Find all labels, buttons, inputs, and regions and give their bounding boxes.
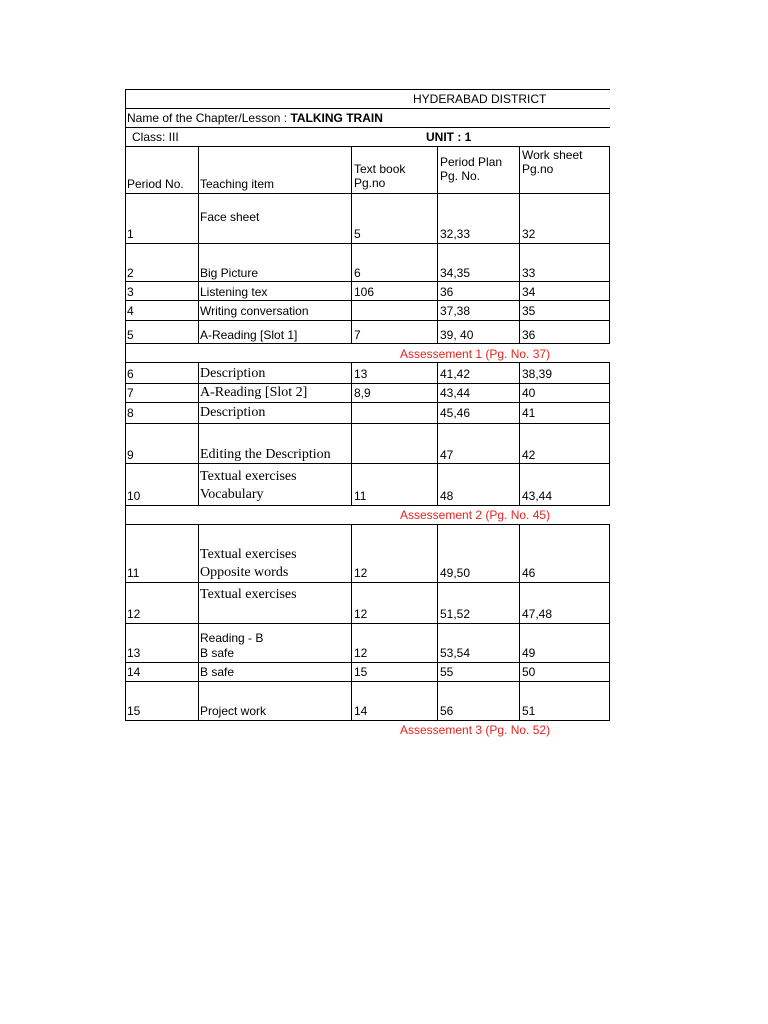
col-text-book-pg: Pg.no	[354, 176, 386, 190]
col-teaching-item: Teaching item	[200, 177, 275, 191]
text-book-pg: 15	[354, 665, 368, 679]
grid-line	[519, 362, 520, 506]
period-plan-pg: 51,52	[440, 607, 471, 621]
period-plan-pg: 48	[440, 489, 454, 503]
assessment-note: Assessement 3 (Pg. No. 52)	[400, 723, 551, 737]
grid-line	[609, 362, 610, 506]
text-book-pg: 14	[354, 704, 368, 718]
period-no: 6	[127, 367, 134, 381]
col-text-book: Text book	[354, 162, 406, 176]
work-sheet-pg: 49	[522, 646, 536, 660]
work-sheet-pg: 42	[522, 448, 536, 462]
work-sheet-pg: 35	[522, 304, 536, 318]
period-no: 5	[127, 328, 134, 342]
period-plan-pg: 34,35	[440, 266, 471, 280]
grid-line	[437, 362, 438, 506]
period-no: 3	[127, 285, 134, 299]
grid-line	[351, 146, 352, 344]
text-book-pg: 13	[354, 367, 368, 381]
grid-line	[125, 127, 610, 128]
teaching-item: Writing conversation	[200, 304, 309, 318]
teaching-item: A-Reading [Slot 1]	[200, 328, 298, 342]
period-plan-pg: 39, 40	[440, 328, 474, 342]
grid-line	[125, 89, 126, 721]
text-book-pg: 12	[354, 607, 368, 621]
grid-line	[437, 524, 438, 721]
text-book-pg: 6	[354, 266, 361, 280]
assessment-note: Assessement 2 (Pg. No. 45)	[400, 508, 551, 522]
period-no: 15	[127, 704, 141, 718]
text-book-pg: 5	[354, 227, 361, 241]
teaching-item-sub: B safe	[200, 646, 235, 660]
period-no: 9	[127, 448, 134, 462]
work-sheet-pg: 51	[522, 704, 536, 718]
period-plan-pg: 55	[440, 665, 454, 679]
teaching-item: Textual exercises	[200, 587, 297, 602]
col-work-sheet: Work sheet	[522, 148, 583, 162]
grid-line	[609, 524, 610, 721]
grid-line	[351, 524, 352, 721]
grid-line	[519, 524, 520, 721]
teaching-item: Textual exercises	[200, 469, 297, 484]
teaching-item: Textual exercises	[200, 547, 297, 562]
teaching-item: Reading - B	[200, 631, 264, 645]
period-plan-pg: 37,38	[440, 304, 471, 318]
period-no: 13	[127, 646, 141, 660]
period-no: 1	[127, 227, 134, 241]
teaching-item-sub: Vocabulary	[200, 487, 264, 502]
period-no: 7	[127, 386, 134, 400]
work-sheet-pg: 40	[522, 386, 536, 400]
grid-line	[198, 524, 199, 721]
work-sheet-pg: 46	[522, 566, 536, 580]
work-sheet-pg: 32	[522, 227, 536, 241]
period-no: 2	[127, 266, 134, 280]
grid-line	[609, 146, 610, 344]
work-sheet-pg: 41	[522, 406, 536, 420]
grid-line	[125, 89, 610, 90]
period-plan-pg: 36	[440, 285, 454, 299]
grid-line	[198, 362, 199, 506]
work-sheet-pg: 43,44	[522, 489, 553, 503]
teaching-item: Project work	[200, 704, 267, 718]
text-book-pg: 106	[354, 285, 375, 299]
period-plan-pg: 45,46	[440, 406, 471, 420]
period-no: 14	[127, 665, 141, 679]
work-sheet-pg: 38,39	[522, 367, 553, 381]
period-plan-pg: 41,42	[440, 367, 471, 381]
period-no: 10	[127, 489, 141, 503]
col-period-plan: Period Plan	[440, 155, 503, 169]
period-no: 12	[127, 607, 141, 621]
text-book-pg: 12	[354, 646, 368, 660]
assessment-note: Assessement 1 (Pg. No. 37)	[400, 347, 551, 361]
unit-label: UNIT : 1	[426, 130, 472, 144]
period-no: 4	[127, 304, 134, 318]
teaching-item: Description	[200, 405, 266, 420]
period-plan-pg: 43,44	[440, 386, 471, 400]
text-book-pg: 11	[354, 489, 367, 503]
chapter-line	[127, 111, 383, 125]
work-sheet-pg: 50	[522, 665, 536, 679]
text-book-pg: 7	[354, 328, 361, 342]
teaching-item: B safe	[200, 665, 235, 679]
grid-line	[437, 146, 438, 344]
chapter-label: Name of the Chapter/Lesson :	[127, 111, 291, 125]
period-plan-pg: 32,33	[440, 227, 471, 241]
teaching-item: Editing the Description	[200, 447, 331, 462]
period-no: 11	[127, 566, 140, 580]
teaching-item: Listening tex	[200, 285, 268, 299]
teaching-item: A-Reading [Slot 2]	[200, 385, 308, 400]
period-plan-pg: 47	[440, 448, 454, 462]
period-plan-pg: 56	[440, 704, 454, 718]
teaching-item: Face sheet	[200, 210, 260, 224]
teaching-item-sub: Opposite words	[200, 565, 289, 580]
period-plan-pg: 49,50	[440, 566, 471, 580]
class-label: Class: III	[132, 130, 179, 144]
grid-line	[519, 146, 520, 344]
chapter-name: TALKING TRAIN	[290, 111, 383, 125]
work-sheet-pg: 33	[522, 266, 536, 280]
work-sheet-pg: 34	[522, 285, 536, 299]
work-sheet-pg: 47,48	[522, 607, 553, 621]
col-work-sheet-pg: Pg.no	[522, 162, 554, 176]
text-book-pg: 8,9	[354, 386, 371, 400]
col-period-no: Period No.	[127, 177, 184, 191]
work-sheet-pg: 36	[522, 328, 536, 342]
period-no: 8	[127, 406, 134, 420]
grid-line	[198, 146, 199, 344]
text-book-pg: 12	[354, 566, 368, 580]
col-period-plan-pg: Pg. No.	[440, 169, 481, 183]
grid-line	[351, 362, 352, 506]
period-plan-pg: 53,54	[440, 646, 471, 660]
district-title: HYDERABAD DISTRICT	[413, 92, 547, 106]
grid-line	[125, 108, 610, 109]
teaching-item: Big Picture	[200, 266, 259, 280]
teaching-item: Description	[200, 366, 266, 381]
